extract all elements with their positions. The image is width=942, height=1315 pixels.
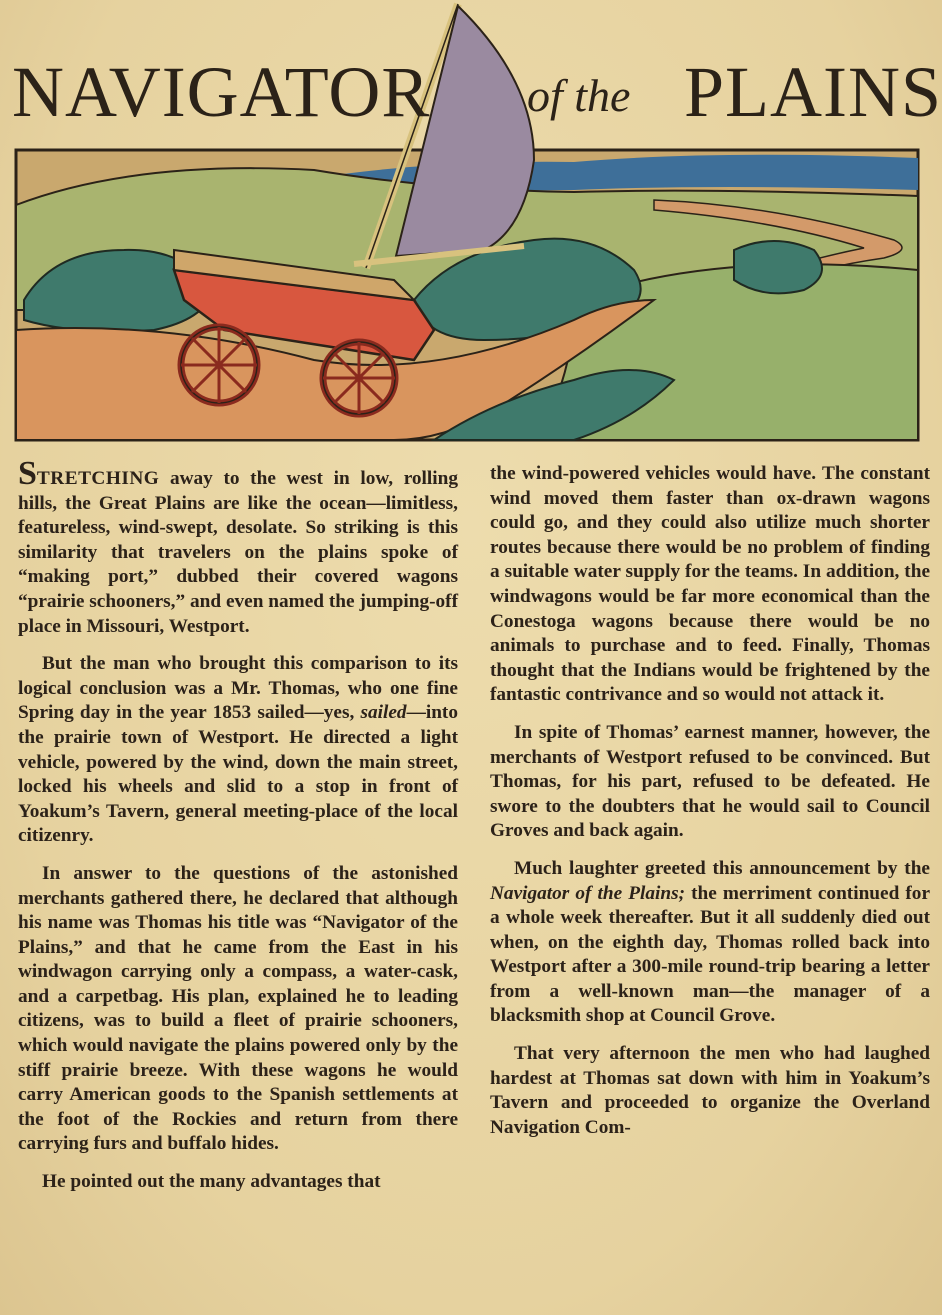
emphasis-text: sailed [360, 702, 407, 724]
left-column [18, 455, 458, 1208]
emphasis-text: Navigator of the Plains; [490, 882, 686, 904]
paragraph [18, 455, 458, 639]
paragraph: the wind-powered vehicles would have. The constant wind moved them faster than ox-drawn wagons could go, and they could also utilize much shorter routes because there would be no problem of finding a suitable water supply for the teams. In addition, the windwagons would be far more economical than the Conestoga wagons because there would be no animals to purchase and to feed. Finally, Thomas thought that the Indians would be frightened by the fantastic contrivance and so would not attack it. [490, 463, 930, 706]
paragraph-text: away to the west in low, rolling hills, the Great Plains are like the ocean—limitless, featureless, wind-swept, desolate. So striking is this similarity that travelers on the plains spoke of “making port,” dubbed their covered wagons “prairie schooners,” and even named the jumping-off place in Missouri, Westport. [18, 468, 458, 637]
paragraph: In spite of Thomas’ earnest manner, however, the merchants of Westport refused to be convinced. But Thomas, for his part, refused to be defeated. He swore to the doubters that he would sail to Council Groves and back again. [490, 721, 930, 842]
page-title [12, 52, 942, 132]
paragraph: In answer to the questions of the astonished merchants gathered there, he declared that although his name was Thomas his title was “Navigator of the Plains,” and that he came from the East in his windwagon carrying only a compass, a water-cask, and a carpetbag. His plan, explained he to leading citizens, was to build a fleet of prairie schooners, which would navigate the plains powered only by the stiff prairie breeze. With these wagons he would carry American goods to the Spanish settlements at the foot of the Rockies and return from there carrying furs and buffalo hides. [18, 862, 458, 1155]
paragraph-text: But the man who brought this comparison to its logical conclusion was a Mr. Thomas, who one fine Spring day in the year 1853 sailed—yes, [18, 653, 458, 724]
paragraph-text: the merriment continued for a whole week thereafter. But it all suddenly died out when, on the eighth day, Thomas rolled back into Westport after a 300-mile round-trip bearing a letter from a well-known man—the manager of a blacksmith shop at Council Grove. [490, 882, 931, 1027]
right-column [490, 462, 930, 1153]
lead-word: TRETCHING [36, 468, 160, 489]
title-of-the: of the [527, 70, 631, 121]
title-plains: PLAINS [684, 52, 942, 132]
paragraph: That very afternoon the men who had laughed hardest at Thomas sat down with him in Yoakum’s Tavern and proceeded to organize the Overland Navigation Com- [490, 1043, 930, 1138]
paragraph-text: —into the prairie town of Westport. He directed a light vehicle, powered by the wind, down the main street, locked his wheels and slid to a stop in front of Yoakum’s Tavern, general meeting-place of the local citizenry. [18, 702, 458, 847]
paragraph [18, 652, 458, 849]
paragraph: He pointed out the many advantages that [42, 1171, 381, 1193]
title-navigator: NAVIGATOR [12, 52, 431, 132]
paragraph-text: Much laughter greeted this announcement by the [514, 857, 930, 879]
article-body [18, 455, 931, 1307]
paragraph [490, 857, 930, 1029]
drop-cap: S [18, 455, 37, 492]
